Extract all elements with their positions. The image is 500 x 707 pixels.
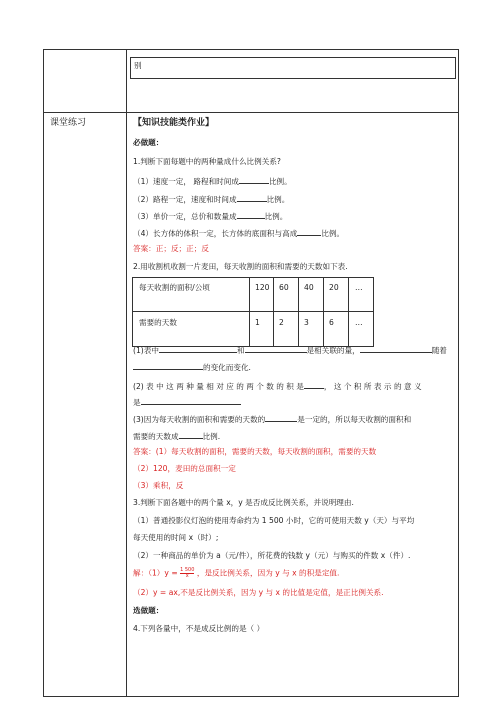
section-label: 课堂练习 (50, 118, 87, 128)
harvest-table-row-divider (133, 311, 373, 312)
q1-stem: 1.判断下面每题中的两种量成什么比例关系? (133, 157, 281, 166)
row1-cell: 20 (329, 283, 339, 292)
q3-answer-2: （2）y = ax,不是反比例关系，因为 y 与 x 的比值是定值，是正比例关系. (133, 588, 384, 597)
q1-item-2: （2）路程一定，速度和时间成 比例。 (133, 195, 290, 204)
q2-sub1: (1)表中 和 是相关联的量， 随着 (133, 346, 447, 355)
q2-sub1-cont: 的变化而变化. (133, 361, 251, 373)
row1-cell: … (355, 283, 363, 292)
q1-answer: 答案：正；反；正；反 (133, 244, 209, 253)
row2-cell: … (355, 318, 363, 327)
q1-item-1: （1）速度一定， 路程和时间成 比例。 (133, 177, 292, 186)
q3-item-1b: 每天使用的时间 x（时）; (133, 533, 219, 542)
q2-answer-2: （2）120，麦田的总面积一定 (133, 464, 236, 473)
col-divider (273, 278, 274, 346)
col-divider (298, 278, 299, 346)
q2-sub2: (2) 表 中 这 两 种 量 相 对 应 的 两 个 数 的 积 是 ， 这 个 积 所 表 示 的 意 义 (133, 382, 422, 391)
q2-sub3-cont: 需要的天数成 比例. (133, 432, 221, 441)
top-inner-box (130, 57, 456, 79)
row1-label: 每天收割的面积/公顷 (139, 283, 210, 292)
q2-answer-3: （3）乘积，反 (133, 481, 184, 490)
col-divider (348, 278, 349, 346)
col-divider (249, 278, 250, 346)
choose-label: 选做题： (133, 606, 164, 615)
lesson-table (43, 49, 459, 697)
q2-answer-1: 答案：(1）每天收割的面积，需要的天数，每天收割的面积，需要的天数 (133, 447, 377, 456)
row2-cell: 6 (329, 318, 334, 327)
section-heading: 【知识技能类作业】 (133, 118, 215, 128)
q3-stem: 3.判断下面各题中的两个量 x，y 是否成反比例关系，并说明理由. (133, 498, 354, 507)
q3-item-1a: （1）普通投影仪灯泡的使用寿命约为 1 500 小时，它的可使用天数 y（天）与平均 (133, 516, 415, 525)
row1-cell: 60 (279, 283, 289, 292)
top-cell-text: 别 (134, 61, 142, 70)
row2-cell: 2 (279, 318, 284, 327)
row2-cell: 3 (304, 318, 309, 327)
q2-sub2-cont: 是 (133, 396, 241, 408)
col-divider (323, 278, 324, 346)
q2-stem: 2.用收割机收割一片麦田，每天收割的面积和需要的天数如下表. (133, 262, 348, 271)
q1-item-4: （4）长方体的体积一定，长方体的底面积与高成 比例。 (133, 229, 345, 238)
harvest-table (132, 277, 374, 347)
row2-label: 需要的天数 (139, 318, 177, 327)
q1-item-3: （3）单价一定，总价和数量成 比例。 (133, 212, 288, 221)
q3-answer-1: 解：（1）y = $\frac{1 500}{x}$ ，是反比例关系，因为 y 与 x 的积是定值. (133, 567, 340, 579)
row2-cell: 1 (255, 318, 260, 327)
q3-item-2: （2）一种商品的单价为 a（元/件），所花费的钱数 y（元）与购买的件数 x（件）. (133, 551, 411, 560)
q2-sub3: (3)因为每天收割的面积和需要的天数的 是一定的，所以每天收割的面积和 (133, 415, 412, 424)
q4-stem: 4.下列各量中，不是成反比例的是（ ） (133, 624, 265, 633)
row-divider (44, 112, 458, 113)
row1-cell: 120 (255, 283, 270, 292)
must-do-label: 必做题： (133, 138, 164, 147)
row1-cell: 40 (304, 283, 314, 292)
column-divider (126, 50, 127, 696)
fraction: $\frac{1 500}{x}$ (180, 567, 195, 579)
